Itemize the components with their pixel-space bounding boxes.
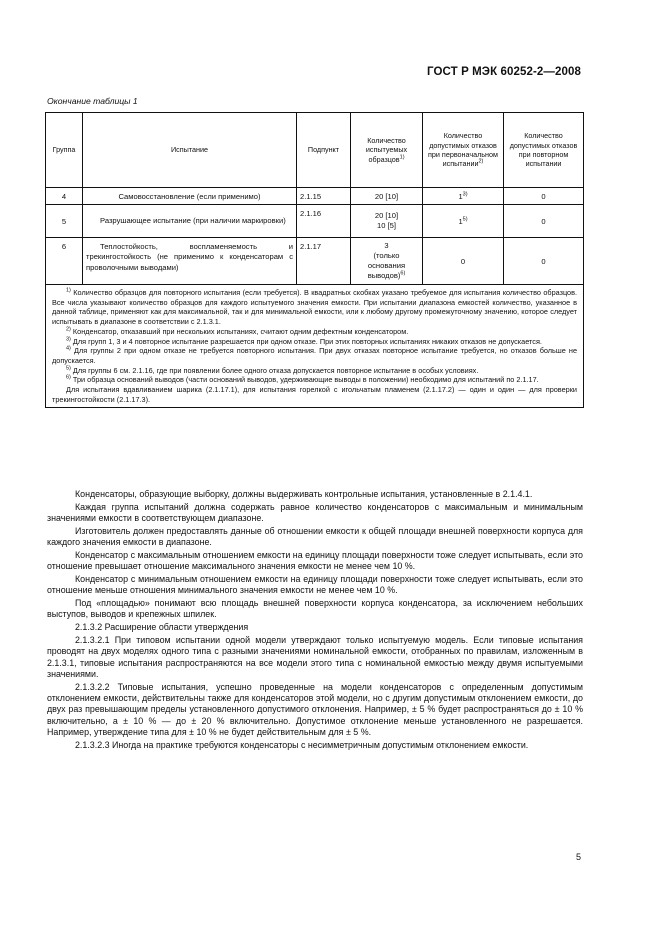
paragraph: 2.1.3.2.1 При типовом испытании одной модели утверждают только испытуемую модель. Если типовые испытания проводят на двух моделях одного типа с разными значениями номинальной емкости, отобранных по правилам, изложенным в 2.1.3.1, типовые испытания распространяются на все модели этого типа с номинальной емкостью между двумя испытуемыми значениями.: [47, 635, 583, 679]
footnote: [52, 375, 577, 385]
footnote: [52, 346, 577, 365]
footnote-text: Для группы 2 при одном отказе не требуется повторного испытания. При двух отказах повторное испытание требуется, но отказов больше не допускается.: [52, 346, 578, 365]
cell-samples: 20 [10]: [351, 188, 423, 205]
paragraph: Под «площадью» понимают всю площадь внешней поверхности корпуса конденсатора, за исключением небольших выступов, выводов и крепежных шпилек.: [47, 598, 583, 620]
header-failures-repeat: Количество допустимых отказов при повторном испытании: [504, 113, 584, 188]
table-caption: Окончание таблицы 1: [47, 96, 138, 106]
cell-test: Теплостойкость, воспламеняемость и трекингостойкость (не применимо к конденсаторам с проволочными выводами): [83, 238, 297, 285]
cell-samples: [351, 238, 423, 285]
header-test: Испытание: [83, 113, 297, 188]
cell-group: 4: [46, 188, 83, 205]
header-failures-initial: [423, 113, 504, 188]
cell-samples: 20 [10] 10 [5]: [351, 205, 423, 238]
document-header: ГОСТ Р МЭК 60252-2—2008: [427, 66, 581, 78]
cell-group: 6: [46, 238, 83, 285]
paragraph: Конденсатор с минимальным отношением емкости на единицу площади поверхности тоже следует испытывать, если это отношение меньше отношения минимального значения емкости не менее чем 10 %.: [47, 574, 583, 596]
footnote: [52, 327, 577, 337]
cell-repeat: 0: [504, 188, 584, 205]
paragraph: Конденсаторы, образующие выборку, должны выдерживать контрольные испытания, установленные в 2.1.4.1.: [75, 489, 533, 499]
test-table: [45, 112, 584, 408]
header-failures-initial-text: Количество допустимых отказов при первоначальном испытании: [428, 131, 498, 169]
footnote-text: Для испытания вдавливанием шарика (2.1.17.1), для испытания горелкой с игольчатым пламенем (2.1.17.2) — один и один — для проверки трекингостойкости (2.1.17.3).: [52, 385, 577, 404]
paragraph: Изготовитель должен предоставлять данные об отношении емкости к общей площади внешней поверхности корпуса для каждого значения емкости в диапазоне.: [47, 525, 583, 548]
cell-test: Разрушающее испытание (при наличии маркировки): [83, 205, 297, 238]
paragraph: 2.1.3.2.3 Иногда на практике требуются конденсаторы с несимметричным допустимым отклонением емкости.: [75, 739, 529, 750]
footnote-mark: 5): [66, 365, 71, 372]
table-header-row: [46, 113, 584, 188]
footnote-mark: 3): [66, 336, 71, 343]
cell-group: 5: [46, 205, 83, 238]
footnote-text: Для группы 6 см. 2.1.16, где при появлении более одного отказа допускается повторное испытание в особых условиях.: [72, 365, 479, 375]
cell-initial: [423, 188, 504, 205]
footnote-mark: 1): [66, 287, 71, 294]
footnote-text: Количество образцов для повторного испытания (если требуется). В квадратных скобках указано требуемое для испытания количество образцов. Все числа указывают количество образцов для каждого испытуемого значения емкости. При испытании диапазона емкостей количество, указанное в данной таблице, применяют как для максимальной, так и для минимальной емкости, или к любому другому промежуточному значению, которое следует испытывать в диапазоне в соответствии с 2.1.3.1.: [52, 288, 578, 327]
cell-samples-value: 3 (только основания выводов): [367, 241, 406, 280]
cell-initial-note: 3): [462, 190, 468, 197]
table-notes: [46, 285, 584, 408]
page-number: 5: [575, 852, 581, 862]
header-failures-initial-note: 2): [478, 158, 484, 165]
table-row: [46, 205, 584, 238]
cell-repeat: 0: [504, 238, 584, 285]
cell-initial-value: 1: [458, 191, 463, 201]
footnote-text: Конденсатор, отказавший при нескольких испытаниях, считают одним дефектным конденсатором.: [72, 326, 409, 336]
cell-initial: 0: [423, 238, 504, 285]
table-notes-row: [46, 285, 584, 408]
footnote: [52, 337, 577, 347]
cell-subclause: 2.1.17: [297, 238, 351, 285]
footnote: [52, 288, 577, 327]
footnote-mark: 2): [66, 326, 71, 333]
cell-subclause: 2.1.15: [297, 188, 351, 205]
footnote-text: Для групп 1, 3 и 4 повторное испытание разрешается при одном отказе. При этих повторных испытаниях никаких отказов не допускается.: [72, 336, 542, 346]
cell-test: Самовосстановление (если применимо): [83, 188, 297, 205]
footnote-mark: 4): [66, 345, 71, 352]
paragraph: Конденсатор с максимальным отношением емкости на единицу площади поверхности тоже следует испытывать, если это отношение превышает отношение максимального значения емкости не менее чем 10 %.: [47, 549, 583, 572]
header-samples: [351, 113, 423, 188]
footnote-mark: 6): [66, 374, 71, 381]
header-group: Группа: [46, 113, 83, 188]
body-text: [47, 489, 583, 753]
cell-repeat: 0: [504, 205, 584, 238]
paragraph: 2.1.3.2.2 Типовые испытания, успешно проведенные на модели конденсаторов с определенным допустимым отклонением емкости, действительны также для конденсаторов этой модели, но с другим допустимым отклонением емкости, до двух раз превышающим пределы установленного допустимого отклонения. Например, ± 5 % будет распространяться до ± 10 % включительно, а ± 10 % — до ± 20 % включительно. Допустимое отклонение меньше установленного не разрешается. Например, утверждение типа для ± 10 % не будет действительным для ± 5 %.: [47, 681, 583, 737]
cell-samples-note: 6): [400, 270, 406, 277]
section-heading: 2.1.3.2 Расширение области утверждения: [75, 622, 249, 633]
header-samples-note: 1): [399, 154, 405, 161]
table-row: [46, 238, 584, 285]
footnote-text: Три образца оснований выводов (части оснований выводов, удерживающие выводы в положении) необходимо для испытаний по 2.1.17.: [72, 375, 539, 385]
paragraph: Каждая группа испытаний должна содержать равное количество конденсаторов с максимальным и минимальным значениями емкости в соответствующем диапазоне.: [47, 501, 583, 524]
footnote: [52, 385, 577, 404]
header-subclause: Подпункт: [297, 113, 351, 188]
header-samples-text: Количество испытуемых образцов: [365, 135, 408, 164]
table-row: [46, 188, 584, 205]
footnote: [52, 366, 577, 376]
cell-subclause: 2.1.16: [297, 205, 351, 238]
cell-initial: [423, 205, 504, 238]
cell-initial-note: 5): [462, 215, 468, 222]
cell-initial-value: 1: [458, 216, 463, 226]
